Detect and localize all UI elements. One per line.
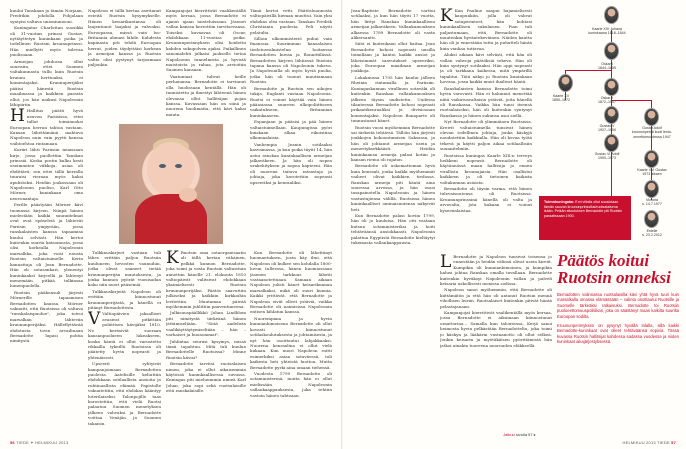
paragraph: Tämä kertoi vetti. Päätösluonnosta valtiopäivillä hieman muuttui. Vain yksi ehdokas olisi vastaan. Tanskan Fredrik Christianin puolesta. Peli näytti pelatulta. [250, 8, 332, 35]
portrait-icon [644, 210, 659, 228]
left-column-2-lower [88, 250, 161, 438]
right-column-2-lower [440, 254, 552, 430]
portrait-icon [644, 180, 659, 198]
paragraph: Tulkkauskirjeet vastaan tuli lähes erittäin paljon Ruotsiin kuuluneen hevosten vaunuihin, jotka olivat saaneet tietää kruununperijän muutoksesta, ja jonka kunnon pyörät vuosisadan koko niin nuori pääsemiä. [88, 250, 161, 288]
paragraph: Nyt Bernadotte oli ylimmäinen Ruotsissa. Kreivit valtaistuimella tunsivat hänen olevan todellinen johtaja, jonka käskyjä noudatettiin kaikkialla. Hän oli kovaa työtä tekevä ja käytti paljon aikaa sotilaallisiin suunnitelmiin. [440, 119, 532, 152]
paragraph: Napoleon sanoi myöhemmin, että Bernadotte oli kiittämätön ja että hän oli antanut Ruotsin mennä vihollisen leiriin. Ruotsalaiset kuitenkin pitivät häntä pelastajanaan. [440, 287, 552, 309]
paragraph: Silloin ulkoministeriö puhui vain finanssia. Suurimman kansalaisen tiedotusvalmistelun hoitaessa Bernadotten kuvaa ja Bonnittilässä. Bernadotten kirjeen lähtiessä Ruotsin tapana kanssa oli Napoleonin tukeva. Ja Napoleonilla oli myös hyviä puolia, jotka hän oli tuonut muuttamaan Ruotsin. [250, 36, 332, 85]
paragraph-dropcap: H Hallitus päätti hyvä neuvon Pariisissa, ettei tullut toiminnoksi Euroopan herran tahtoa vastaan. Kansan lähettämänä mahtava Napoleon nuin vain pyytti kanssa vaihtoehtoa rintamaan. [10, 106, 83, 146]
paragraph: Perille päästyään Mörner kävi tuomassa kirjeen. Niinpä hänen mielestään kaikki suunnitelmat ovat ovat epäselviä ja lähtevät Pariisin ympyrään, jossa ranskalaisten kanssa tapaamisa kuului selvästi. Hän kertoi kuitenkin suurta katsomusta, jossa olisi korkealla Napoleonin marsalkka, joka voisi nousta Ruotsin valtaistuimelle. Kerin kannattaja oli Jean Bernadotte. Hän oli sotasankari, ylenentyi kuninkaaksi kirjeellä ja lähtenyt menemään pitkää tulkinsaa lumenpuolella. [10, 202, 83, 289]
paragraph-dropcap: V Valtiopäivien jaksalliset avasivat pitkittäin poliittisen kävijäksi 1810. Ne keräsivät suoraan kansanpuolueen lukeakseen, koska häntä ei ollut varustettu rikkailla tykeillä. Ruotsissa oli päätetty hyvin nopeasti ja yhtenäisesti. [88, 309, 161, 360]
paragraph: Kuningatar Charlottan suosikki oli 31-vuotias prinssi Gustav, nyttäyttetyn kuninkaan poika ja todellinen Ruotsin kruunuprinssi. Hän miellytti myös tulevaa puolisoaan. [10, 25, 83, 58]
paragraph: Ruotsin vuosi myöhemmin Bernadotte sai tärkeitä tehtäviä. Tällöin hän järjesti joukkojen kokoontumisen Saksassa, ja hän oli johtanut armeijaa usein ja menestyksekkäästi. Heidän kuninkaansa armeija palasi kotiin ja kansan riemu oli rajaton. [351, 124, 435, 162]
dropcap: L [440, 254, 452, 272]
left-column-4-lower [250, 250, 332, 438]
timeline-label: Kaarle XVI Gustav 1973 alkaen [637, 168, 667, 177]
dropcap: K [166, 250, 179, 268]
paragraph: Ranskalaisten kanssa Bernadotte toimi hyvin varovasti. Hän ei halunnut menettää niitä vaikutusvaltaisia ystäviä, joita hänellä oli Ranskassa. Vaikka hän tunsi itsensä ruotsalaiseksi, hän oli kuitenkin syntynyt Ranskassa ja hänen sukunsa asui siellä. [440, 85, 532, 118]
dropcap: K [440, 8, 453, 26]
portrait-icon [604, 134, 619, 152]
sidebar-text: Bernadotten valinnassa ruotsalaisilla kävi yhtä hyvä tuuri kuin marsalkalla omassa elämässään – valinta osoittautui Ruotsille ja Suomelle tärkeäksi ratkaisuksi. Bernadotte toi Ruotsiin puolueettomuuspolitiikan, joka on säästänyt maan kaikilta suurilta Euroopan sodilta. Kruununperimyksen on pysynyt hyvällä tolalla, sillä kaikki Bernadotte-kuninkaat ovat olleet tehtäväänsä sopivia. Tässä kuvassa Ruotsin hallitsijat kahdessa sadassa vuodessa ja niiden kuninkaat aikajärjestyksessä. [557, 292, 679, 345]
photo-eye [175, 164, 182, 168]
paragraph: Kampanjojat kierrittivät vaalikentällä myös kersaa, jossa Bernadotte ei aikuinaan kiinnostunut oraattorina... Samalla kun taloutensa, Kerjä sanoi heimosta hyvin pelkästään Bernadottelta, joka toimi jo käskyn ja lääkärin vastaanotto oli ollut selkeä. Jonkin keisarin ja myötäkäisen pyörittämistä hän jatkoi ainakin tuoreena nuoruuden eläkkeellä. [440, 310, 552, 348]
left-column-2 [88, 8, 161, 122]
right-column-2 [440, 8, 532, 246]
timeline-label: Gustav V 1907–1950 [598, 124, 616, 133]
paragraph: Aluksi aikaan kävi selvästi, että hän oli vallan vahvoja päätöksiä tekeva. Hän oli kuin syntynyt sotilaaksi. Hän oppi nopeasti ja oli tarkkana kaikessa, mitä ympärillä tapahtui. Tätä näkyi jo Ruotsin kuninkaan hovissa, jossa kaikki muut ihailivat häntä. [440, 52, 532, 85]
timeline-label: Kaarle XV 1859–1872 [552, 94, 570, 103]
paragraph: Jean-Baptiste Bernadotte varttui sotilaaksi, ja kun hän täytti 17 vuotta, hän liittyi Ranskan kuninkaallisen armeijan jalkaväkeen. Vallankumouksen alkaessa 1789 Bernadotte oli vasta alikersantti. [351, 8, 435, 41]
paragraph: Julkisuuspäällikkö Johan Lindblom piti nimitystä tärkeänä hänen jättämiseltään. "Siitä aadelista vaalikäyttäytymiseltään – hän – varhaiset ja huonommat". [166, 310, 246, 338]
portrait-icon [644, 108, 659, 126]
timeline-label: Gustaf Adolf kruununperijä kuoli lento-onnettomuudessa 1947 [631, 126, 673, 139]
paragraph-dropcap: K Kun Pauline saapui hajamielisesti kaupunkiin, jolla oli vahvat sotaperinteet, hän kohtasi kuninkaallisen sukulaisen. Pian tuli paljastumaan, että Bernadotte oli muutenkin hyväntekeväinen. Näiden kautta hän oli jo ennestään tuttu ja puhutteli häntä kuin vanhaa tuttavaa. [440, 8, 532, 51]
photo-hand [179, 188, 197, 202]
paragraph: Ruotsissa kuningas Kaarle XIII:n terveys heikkeni nopeasti. Bernadotte oli käytännössä maan hallitsija jo ennen virallista kruunajaisia. Hän osallistui kaikkeen ja oli tietoinen kaikista valtakunnan asioista. [440, 152, 532, 185]
paragraph: Bernadotte ja Ruotsin sen aikojen tukija, Englanti vastaan Napoleonia. Ruotsi ei voinut käyttää vain hänen pääasiassa suureen ulkopoliittiseen vaikutukseen, Britannian kuninkaaseen. [250, 85, 332, 118]
paragraph: Upseerit ryhtyivät kampanjoimaan Bernadotten puolesta. Aatelisille kehuttiin ehdokkaan sotilaallista ansioita ja ruhtinaallista elämää. Papistolle vakuutettiin, että ehdokas kääntyy luterilaiseksi. Talonpojille taas korostettiin, että vielä Ruotsi palautuu Suomen menetyksen jälkeen vahvaksi ja Bernadotte voittaa Venäjän ja Suomen takaisin. [88, 361, 161, 426]
paragraph: Nuorempana ja hyvin kunnianhimoisena Bernadotte oli ollut kovasti kiinnostunut sotilaskoulutuksesta ja johtamisesta, ja nyt hän osoittautui lahjakkaaksi. Nuorena kenraalina ei ollut vielä kukaan. Kun nuori Napoleon esitti esimerkiksi asiaa sotaväessä, tuli kaikesta heti yhteistä luottoa. Mutta Bernadotte pyrki aina omaan tiehensä. [250, 315, 332, 370]
paragraph: Lokakuussa 1795 hän kuului jälleen Rheinin rintamalla ja Pariisiin. Kuningaskunnan virallinen sotaväki oli kuitenkin Ranskan vallankumouksen jälkeen täysin uudistettu. Uudessa tilanteessa Bernadotte kohosi nopeasti prikaatikenraaliksi ja divisioonan komentajaksi. Napoleon Bonaparte oli tunnustanut hänet. [351, 74, 435, 124]
paragraph: Napoleon ei tällä kertaa asettanut esteitä Ruotsin kysymykselle. Hänen keisarikuntansa oli laajentunut laajaksi ja vahvaksi. Euroopassa, missä vain Iso-Britannia uhmasi lähde. Kahdesta kapinasta piti tehdä Euroopan herrat, joiden täydyttäisi korkean ja armeijan kanssa ja Ruotsin valtio olisi pystynyt tarjoamaan paljonkin. [88, 8, 161, 68]
dropcap: V [88, 309, 101, 330]
paragraph: Bernadotte oli uskomattoman hyvä kuin kenraali, jonka kaikki myöhemmät vaiheet olivat kaikkien tiedossa. Ranskan armeija piti häntä aina suuressa arvossa, ja hän osasi tasapainotella Napoleonin ja hänen vastustajiensa välillä. Ruotsissa hänen kuninkaalliset ominaisuutensa näkyivät heti. [351, 163, 435, 212]
left-column-3 [166, 8, 246, 122]
footer-left: 56 TIEDE ✦ HELMIKUU 2013 [10, 440, 69, 445]
paragraph: Bernadotte tarvitsi ruotsalaisen nimen, joka ei ollut aikaisemmin käytössä kuninkaallisessa suvussa. Kuningas piti mieluummin nimeä Karl Johan, joka sopi sekä ruotsalaisille että ranskalaisille. [166, 361, 246, 394]
paragraph: Armeijan johdossa ollut suurisiin, ettei Suomen valtakunnasta tullu kuin Ruotsin kruunu herttuaksi, ei komentajaksi. Kruunuperijäksi päätui hänestä Ruotsin maailmassa ja kaikkien parasta ollut, jos hän naikusi Napoleonin lähipiiriin. [10, 58, 83, 107]
sidebar-headline: Päätös koitui Ruotsin onneksi [557, 251, 671, 287]
portrait-icon [604, 6, 619, 24]
left-column-3-cont [166, 250, 246, 438]
timeline-label: Gustav VI Adolf 1950–1973 [594, 152, 620, 161]
photo-red-dress [135, 194, 207, 244]
paragraph: Vaatuniaat tulivat heille perhanansa. Bernadotte ei tarvinnut olla huolissaan kentällä. Hän oli tunnistettu ja ilmestyi lähteenä hänen olevansa ollut hallitsijan pojan kanssa. Kuvassaan hän on siinä ja nuorena huolimatta, että kävi kaksi muuta. [166, 73, 246, 117]
paragraph: Tulkkauskirjeitä Napoleon oli erittäin kiinnostunut kruununperijästä, ja hänellä ei pitänyt Bernadottesta. [88, 288, 161, 311]
portrait-icon [558, 74, 573, 92]
portrait-icon [644, 150, 659, 168]
dropcap: H [10, 106, 25, 127]
continues-note: Jatkuu sivulla 57 ▸ [503, 432, 536, 437]
paragraph: Kun Bernadotte palasi hoviin 1799, hän oli jo kuuluisa. Hän otti vastaan kutsun sotaministeriksi ja hoiti tehtäväänsä ansiokkaasti. Napoleonin palattua Egyptistä Bernadotte kieltäytyi tukemasta vallankaappausta. [351, 213, 435, 246]
portrait-icon [604, 106, 619, 124]
paragraph: Kuriiri lähti Pariisiin muassaan kirje, jossa puollettiin Tanskan prinssiä. Koska postin kulku kesti useimmiten viikkoja, asiaa oli ehdittävä, sen ettei tällä kerralla tuuraisi vieraan myös kaksi apulistoksi. Heidän joukossaan oli Napoleonin puoliso, Karl Otto Mörner, kuninkaan oma neuvonantaja. [10, 147, 83, 201]
timeline-label: Victoria s. 14.7.1977 [642, 198, 662, 207]
left-column-4 [250, 8, 332, 250]
baby-photo [119, 124, 223, 244]
paragraph: Juhlintaa seurasi kysymys, missä tämä tapahtuu. Mitä tuli kuulua Bernadottelle Ruotsissa? Minne Ruotsin kävisi? [166, 338, 246, 360]
paragraph: Kampanjojat kierrittivät vaalikentällä myös kersaa, jossa Bernadotte ei ajanut ajaan taisteluissaan. Jäsenet vallan kanssa kerrottiin tarvitsevansa. Toiseksi kuvaavaa oli Oscar, ehdokkaan 11-vuotias poika. Kruununperinnyksen olisi hoidettu kahden sukupolven ajaksi. Paikallinen sanomalehti julkaisi jaokselle tietoa Napoleonin tunnelmista ja hyvistä muistoista ja rahaa, jota arvioitiin Suomen kansaan. [166, 8, 246, 73]
paragraph: Vuodesta 1799 Bernadotte oli sotaministerinä, mutta hän ei ollut mielissään Napoleonin vallankaappauksesta, joka tehtiin vastoin hänen tahtoaan. [250, 370, 332, 398]
left-column-3-lower [226, 124, 246, 126]
right-page [343, 0, 686, 449]
paragraph: Kun Bernadotte oli lähettänyt huomautuksen, josta käy ilmi, että Napoleon oli kulkee sen kohdalla 1800-luvun tulleessa, hänen huomiossaan jäsenen tarkkuus lähetti vastaanotettuaan. Samaan aikaan Napoleon julisti hänet keisarikunnan marsalkaksi, mikä oli suuri kunnia. Kaikki yrittävät, että Bernadotte ja Napoleon eivät olleet ystäviä, vaikka Bernadotte oli naimisissa Napoleonin entisen kihlatun kanssa. [250, 250, 332, 315]
left-column-1 [10, 8, 83, 438]
paragraph: Vanhempia Jeanin sotilaaksi kasvamassa, ja kun poika täytti 14, hän astui ranskan kuninkaallisen armeijan jalkaväkeen. Ja hän oli nopea urakehityksen ja nopea kapteeni. Hän oli nuorena taitava ratsastaja ja johtaja, joka korotettiin nopeasti upseeriksi ja kenraaliksi. [250, 141, 332, 185]
timeline-label: Estelle s. 23.2.2012 [642, 229, 662, 238]
photo-caption: Tulevakuningatar. Emi villolla ollut suosiotaan tämän sauvan kruununprinssiksi/ruotsalaisena ikään. Pelkän sitoutuksen Bernadotte piti Ruotsin paraatissaan 1900. [539, 196, 631, 240]
photo-eye [159, 164, 166, 168]
paragraph-dropcap: L Bernadotte ja Napoleon tunsivat toisensa jo ennestään ja heidän välinsä olivat usein kireät. Kumpikin oli kunnianhimoinen, ja kumpikin halusi johtaa Ranskaa omalla tavallaan. Bernadotte kuitenkin hyväksyi Napoleonin vallan ja palveli keisaria uskollisesti monissa sodissa. [440, 254, 552, 287]
paragraph: Espanjaan ja pääsisi ja pää hänen valtaistuimellaan. Kaupungissa pyöri kuiskaan alkaa eikoistiisa ulkomaalaisia. [250, 119, 332, 141]
right-column-1 [351, 8, 435, 438]
paragraph: Bernadotte oli täysin varma, että hänen tulevaisuutensa oli Ruotsissa. Kruununprinssinä hänellä oli valta ja arvovalta, jota kukaan ei voinut kyseenalaistaa. [440, 186, 532, 213]
portrait-icon [604, 42, 619, 60]
footer-right: HELMIKUU 2013 TIEDE 57 [622, 440, 676, 445]
paragraph: Ruotsin pääkonsuli järjesti Mörnerille tapaamisen Bernadotten kanssa. Mörner vakuutti, että Ruotsissa oli valtava "ranskalaispuolue", joka toivoi marsalkan lähtevän kruununperijäksi. Hälleflyttävää ehdotusta tovin arvailtuaan Bernadotte lupasi pohtia nimitystä. [10, 289, 83, 344]
paragraph: Siitä ei kuitenkaan ollut haitaa. Jean Bernadotte kohosi nopeasti uusilla toimillaan ja kantoi kaikki ansiot ja läheisimmät saavutukset upseeriksi, joka Euroopan maailman armeijan joukkoja. [351, 41, 435, 74]
timeline-label: Kaarle XIV Juhana kuninkaana 1818–1844 [588, 27, 626, 36]
paragraph: kuului Tanskaan ja tämän Norjaan, Fredrikin johdolla Pohjolaan syntyisi valtava unioniuniooni. [10, 8, 83, 24]
timeline-label: Oskar II 1872–1907 [598, 96, 616, 105]
timeline-label: Oskar I 1844–1859 [598, 62, 616, 71]
portrait-icon [604, 78, 619, 96]
paragraph-dropcap: K Ruotsin oma sotaorganisaatio oli tällä kertaa vähäinen, pelkkä kunnon Bernadotte, joka toimi ja vasta Ruotsin valtaistuin annettiin hänelle 21. elokuuta 1810 valtiopäivät valitsivat ehdokkaan yksimielisesti Ruotsin kruununperijäksi. Päätös saavuttiin julkiseksi ja kaikkiin kirkkoihin levitettiin. Muutamaa päivää myöhemmin juhlittiin paaventuneena. [166, 250, 246, 310]
